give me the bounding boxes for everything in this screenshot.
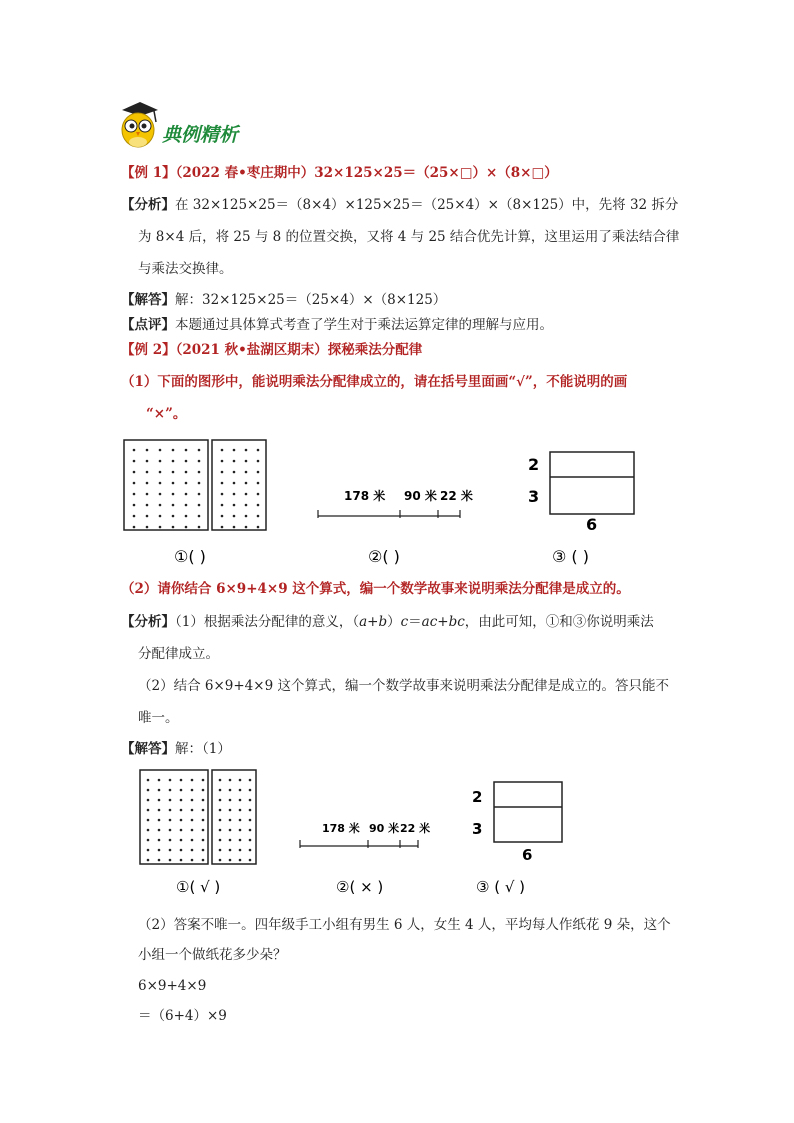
grid-dot [169, 819, 172, 822]
grid-dot [245, 493, 248, 496]
grid-dot [185, 493, 188, 496]
grid-dot [147, 829, 150, 832]
grid-dot [185, 482, 188, 485]
grid-dot [169, 789, 172, 792]
formula-c: c [400, 614, 409, 630]
grid-dot [133, 526, 136, 529]
grid-dot [257, 504, 260, 507]
grid-dot [147, 849, 150, 852]
grid-dot [198, 460, 201, 463]
grid-dot [147, 819, 150, 822]
example2-analysis-line1 [121, 613, 654, 631]
grid-dot [219, 859, 222, 862]
grid-dot [169, 809, 172, 812]
grid-dot [239, 819, 242, 822]
analysis-text-c: ＝ [408, 614, 422, 630]
grid-dot [221, 449, 224, 452]
grid-dot [198, 515, 201, 518]
figures-answer [136, 766, 576, 906]
grid-dot [172, 460, 175, 463]
dot-grid-figure [124, 440, 266, 530]
grid-dot [202, 779, 205, 782]
grid-dot [249, 809, 252, 812]
example1-analysis-line3: 与乘法交换律。 [138, 261, 233, 277]
grid-dot [169, 829, 172, 832]
grid-dot [202, 849, 205, 852]
grid-dot [133, 471, 136, 474]
grid-dot [219, 789, 222, 792]
grid-dot [257, 482, 260, 485]
grid-dot [185, 449, 188, 452]
analysis-tag: 【分析】 [121, 197, 175, 213]
example1-question [121, 164, 558, 182]
grid-dot [147, 799, 150, 802]
grid-dot [159, 482, 162, 485]
grid-dot [172, 526, 175, 529]
grid-dot [249, 849, 252, 852]
grid-dot [185, 504, 188, 507]
grid-dot [257, 449, 260, 452]
example1-source: （2022 春•枣庄期中） [175, 165, 315, 181]
grid-dot [159, 526, 162, 529]
answer-text: 解：32×125×25＝（25×4）×（8×125） [175, 292, 447, 308]
formula-ac-plus-bc: ac+bc [421, 614, 465, 630]
grid-dot [229, 779, 232, 782]
example2-tag: 【例 2】 [121, 342, 176, 358]
rectangle-figure [472, 782, 562, 864]
grid-dot [133, 493, 136, 496]
grid-dot [159, 504, 162, 507]
grid-dot [158, 849, 161, 852]
grid-dot [159, 515, 162, 518]
grid-dot [219, 799, 222, 802]
example2-analysis-line4: 唯一。 [138, 710, 179, 726]
grid-dot [229, 819, 232, 822]
grid-dot [219, 849, 222, 852]
grid-dot [257, 471, 260, 474]
example2-answer-line3: 小组一个做纸花多少朵？ [138, 947, 287, 963]
caption-2: ②( × ) [336, 878, 384, 896]
grid-dot [147, 859, 150, 862]
grid-dot [147, 789, 150, 792]
grid-dot [221, 493, 224, 496]
grid-dot [198, 504, 201, 507]
grid-dot [202, 809, 205, 812]
example1-comment [121, 316, 553, 334]
grid-dot [147, 779, 150, 782]
grid-dot [219, 839, 222, 842]
segment-label-22: 22 米 [400, 822, 431, 835]
grid-dot [229, 809, 232, 812]
example1-tag: 【例 1】 [121, 165, 176, 181]
grid-dot [180, 859, 183, 862]
grid-dot [249, 829, 252, 832]
example2-answer-line4: 6×9+4×9 [138, 978, 207, 994]
grid-dot [146, 526, 149, 529]
grid-dot [146, 471, 149, 474]
grid-dot [146, 460, 149, 463]
caption-3: ③ ( √ ) [476, 878, 526, 896]
grid-dot [219, 809, 222, 812]
grid-dot [245, 449, 248, 452]
grid-dot [219, 779, 222, 782]
comment-tag: 【点评】 [121, 317, 175, 333]
header [118, 100, 278, 150]
grid-dot [233, 449, 236, 452]
example2-analysis-line3: （2）结合 6×9+4×9 这个算式，编一个数学故事来说明乘法分配律是成立的。答只能不 [138, 678, 669, 694]
grid-dot [221, 504, 224, 507]
segment-label-22: 22 米 [440, 489, 473, 503]
grid-dot [172, 449, 175, 452]
grid-dot [239, 799, 242, 802]
grid-dot [229, 789, 232, 792]
example2-answer-line1 [121, 740, 231, 758]
grid-dot [229, 829, 232, 832]
grid-dot [221, 515, 224, 518]
grid-dot [202, 859, 205, 862]
caption-1: ①( ) [174, 547, 206, 566]
section-title: 典例精析 [162, 124, 239, 146]
grid-dot [221, 471, 224, 474]
grid-dot [146, 482, 149, 485]
grid-dot [158, 839, 161, 842]
grid-dot [185, 460, 188, 463]
grid-dot [180, 779, 183, 782]
grid-dot [239, 779, 242, 782]
grid-dot [233, 515, 236, 518]
caption-1: ①( √ ) [176, 878, 221, 896]
grid-dot [202, 799, 205, 802]
grid-dot [158, 779, 161, 782]
comment-text: 本题通过具体算式考查了学生对于乘法运算定律的理解与应用。 [175, 317, 553, 333]
grid-dot [191, 819, 194, 822]
grid-dot [245, 460, 248, 463]
grid-dot [229, 839, 232, 842]
grid-dot [147, 809, 150, 812]
grid-dot [180, 839, 183, 842]
grid-dot [191, 849, 194, 852]
segment-label-90: 90 米 [404, 489, 437, 503]
grid-dot [158, 819, 161, 822]
grid-dot [191, 809, 194, 812]
grid-dot [249, 779, 252, 782]
example1-analysis-line2: 为 8×4 后，将 25 与 8 的位置交换，又将 4 与 25 结合优先计算，这里运用了乘法结合律 [138, 229, 680, 245]
grid-dot [202, 789, 205, 792]
grid-dot [202, 839, 205, 842]
segment-label-90: 90 米 [369, 822, 400, 835]
grid-dot [233, 482, 236, 485]
grid-dot [133, 515, 136, 518]
grid-dot [257, 526, 260, 529]
grid-dot [180, 799, 183, 802]
grid-dot [169, 799, 172, 802]
rect-label-2: 2 [528, 455, 540, 474]
grid-dot [239, 829, 242, 832]
grid-dot [239, 849, 242, 852]
grid-dot [169, 779, 172, 782]
rect-label-3: 3 [528, 487, 540, 506]
grid-dot [180, 809, 183, 812]
grid-dot [146, 493, 149, 496]
rect-label-6: 6 [586, 515, 598, 534]
grid-dot [185, 515, 188, 518]
grid-dot [249, 859, 252, 862]
grid-dot [257, 493, 260, 496]
grid-dot [233, 504, 236, 507]
grid-dot [133, 449, 136, 452]
analysis-text: 在 32×125×25＝（8×4）×125×25＝（25×4）×（8×125）中，先将 32 拆分 [175, 197, 679, 213]
grid-dot [198, 471, 201, 474]
example2-analysis-line2: 分配律成立。 [138, 646, 219, 662]
grid-dot [229, 799, 232, 802]
grid-dot [249, 819, 252, 822]
grid-dot [191, 839, 194, 842]
grid-dot [172, 515, 175, 518]
example2-answer-line5: ＝（6+4）×9 [138, 1008, 227, 1024]
grid-dot [146, 515, 149, 518]
grid-dot [245, 515, 248, 518]
grid-dot [159, 471, 162, 474]
grid-dot [185, 471, 188, 474]
grid-dot [147, 839, 150, 842]
grid-dot [180, 789, 183, 792]
example1-answer [121, 291, 446, 309]
formula-a-plus-b: a+b [359, 614, 388, 630]
grid-dot [249, 839, 252, 842]
segment-label-178: 178 米 [344, 489, 386, 503]
grid-dot [249, 789, 252, 792]
segment-label-178: 178 米 [322, 822, 360, 835]
grid-dot [239, 859, 242, 862]
grid-dot [202, 819, 205, 822]
grid-dot [133, 460, 136, 463]
grid-dot [229, 849, 232, 852]
grid-dot [219, 829, 222, 832]
grid-dot [221, 526, 224, 529]
example2-source: （2021 秋•盐湖区期末）探秘乘法分配律 [175, 342, 423, 358]
rect-label-3: 3 [472, 820, 483, 838]
grid-dot [146, 504, 149, 507]
grid-dot [159, 493, 162, 496]
grid-dot [169, 839, 172, 842]
grid-dot [146, 449, 149, 452]
grid-dot [245, 482, 248, 485]
grid-dot [245, 471, 248, 474]
grid-dot [158, 809, 161, 812]
analysis-tag: 【分析】 [121, 614, 175, 630]
example1-expression: 32×125×25＝（25×□）×（8×□） [314, 165, 558, 181]
caption-3: ③ ( ) [552, 547, 589, 566]
segment-line-figure [300, 821, 430, 848]
grid-dot [198, 526, 201, 529]
grid-dot [198, 449, 201, 452]
grid-dot [133, 482, 136, 485]
grid-dot [239, 839, 242, 842]
grid-dot [239, 809, 242, 812]
dot-grid-figure [140, 770, 256, 864]
grid-dot [169, 859, 172, 862]
example2-answer-line2: （2）答案不唯一。四年级手工小组有男生 6 人，女生 4 人，平均每人作纸花 9 朵，这个 [138, 917, 671, 933]
example1-analysis-line1 [121, 196, 678, 214]
grid-dot [221, 460, 224, 463]
rect-label-2: 2 [472, 788, 483, 806]
owl-mascot-icon [118, 100, 160, 150]
grid-dot [202, 829, 205, 832]
grid-dot [191, 799, 194, 802]
caption-2: ②( ) [368, 547, 400, 566]
grid-dot [158, 859, 161, 862]
rectangle-figure [528, 452, 634, 534]
example2-q1-line1: （1）下面的图形中，能说明乘法分配律成立的，请在括号里面画“√”，不能说明的画 [121, 374, 628, 390]
grid-dot [185, 526, 188, 529]
example2-q1-line2: “×”。 [146, 406, 187, 422]
grid-dot [159, 449, 162, 452]
grid-dot [233, 526, 236, 529]
grid-dot [239, 789, 242, 792]
grid-dot [191, 789, 194, 792]
grid-dot [180, 849, 183, 852]
grid-dot [191, 779, 194, 782]
grid-dot [158, 789, 161, 792]
analysis-text-a: （1）根据乘法分配律的意义，（ [175, 614, 360, 630]
grid-dot [229, 859, 232, 862]
grid-dot [233, 493, 236, 496]
analysis-text-d: ，由此可知，①和③你说明乘法 [464, 614, 654, 630]
analysis-text-b: ） [387, 614, 401, 630]
grid-dot [172, 493, 175, 496]
grid-dot [257, 515, 260, 518]
answer-text: 解：（1） [175, 741, 231, 757]
grid-dot [191, 859, 194, 862]
grid-dot [169, 849, 172, 852]
grid-dot [249, 799, 252, 802]
figures-question [120, 434, 640, 574]
answer-tag: 【解答】 [121, 741, 175, 757]
grid-dot [257, 460, 260, 463]
grid-dot [180, 829, 183, 832]
grid-dot [245, 526, 248, 529]
grid-dot [219, 819, 222, 822]
rect-label-6: 6 [522, 846, 533, 864]
answer-tag: 【解答】 [121, 292, 175, 308]
grid-dot [198, 482, 201, 485]
segment-line-figure [318, 488, 473, 518]
grid-dot [133, 504, 136, 507]
grid-dot [158, 829, 161, 832]
example2-heading [121, 341, 422, 359]
grid-dot [245, 504, 248, 507]
grid-dot [159, 460, 162, 463]
grid-dot [172, 482, 175, 485]
grid-dot [158, 799, 161, 802]
grid-dot [172, 504, 175, 507]
grid-dot [221, 482, 224, 485]
grid-dot [191, 829, 194, 832]
grid-dot [233, 471, 236, 474]
grid-dot [180, 819, 183, 822]
grid-dot [198, 493, 201, 496]
example2-q2: （2）请你结合 6×9+4×9 这个算式，编一个数学故事来说明乘法分配律是成立的。 [121, 581, 630, 597]
grid-dot [172, 471, 175, 474]
grid-dot [233, 460, 236, 463]
